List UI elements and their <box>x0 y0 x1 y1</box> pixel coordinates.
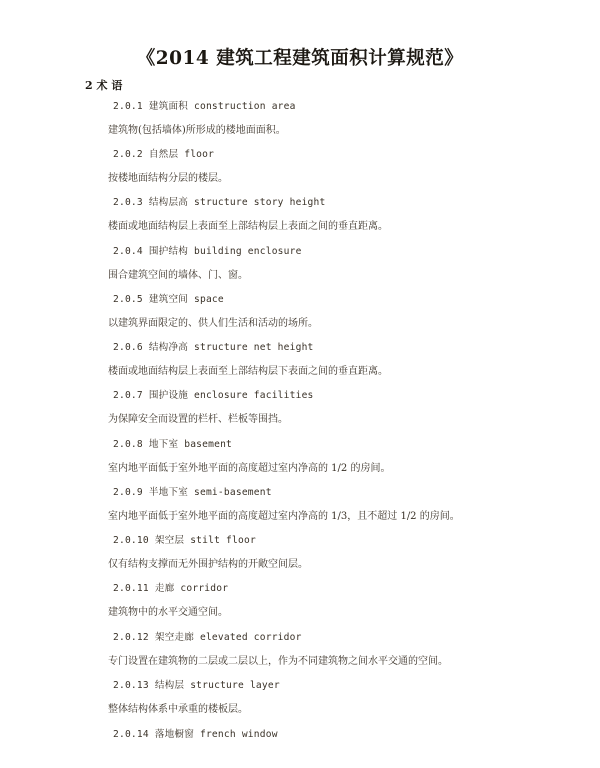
term-definition: 建筑物中的水平交通空间。 <box>108 607 228 618</box>
term-definition: 专门设置在建筑物的二层或二层以上，作为不同建筑物之间水平交通的空间。 <box>108 656 448 667</box>
term-header: 2.0.13 结构层 structure layer <box>113 680 280 691</box>
term-header: 2.0.1 建筑面积 construction area <box>113 101 296 112</box>
document-title: 《2014 建筑工程建筑面积计算规范》 <box>136 48 464 69</box>
term-definition: 建筑物(包括墙体)所形成的楼地面面积。 <box>108 125 286 136</box>
term-header: 2.0.12 架空走廊 elevated corridor <box>113 632 302 643</box>
term-definition: 楼面或地面结构层上表面至上部结构层上表面之间的垂直距离。 <box>108 221 388 232</box>
section-heading: 2 术 语 <box>85 79 123 92</box>
term-definition: 按楼地面结构分层的楼层。 <box>108 173 228 184</box>
term-header: 2.0.14 落地橱窗 french window <box>113 729 278 740</box>
term-header: 2.0.5 建筑空间 space <box>113 294 224 305</box>
term-header: 2.0.2 自然层 floor <box>113 149 215 160</box>
term-definition: 楼面或地面结构层上表面至上部结构层下表面之间的垂直距离。 <box>108 366 388 377</box>
term-header: 2.0.4 围护结构 building enclosure <box>113 246 302 257</box>
term-header: 2.0.6 结构净高 structure net height <box>113 342 314 353</box>
term-definition: 室内地平面低于室外地平面的高度超过室内净高的 1/2 的房间。 <box>108 463 391 474</box>
term-header: 2.0.10 架空层 stilt floor <box>113 535 256 546</box>
term-definition: 整体结构体系中承重的楼板层。 <box>108 704 248 715</box>
term-header: 2.0.7 围护设施 enclosure facilities <box>113 390 314 401</box>
term-definition: 室内地平面低于室外地平面的高度超过室内净高的 1/3，且不超过 1/2 的房间。 <box>108 511 460 522</box>
term-definition: 仅有结构支撑而无外围护结构的开敞空间层。 <box>108 559 308 570</box>
term-definition: 以建筑界面限定的、供人们生活和活动的场所。 <box>108 318 318 329</box>
term-header: 2.0.9 半地下室 semi-basement <box>113 487 272 498</box>
term-definition: 围合建筑空间的墙体、门、窗。 <box>108 270 248 281</box>
term-header: 2.0.8 地下室 basement <box>113 439 233 450</box>
term-definition: 为保障安全而设置的栏杆、栏板等围挡。 <box>108 414 288 425</box>
term-header: 2.0.3 结构层高 structure story height <box>113 197 326 208</box>
term-header: 2.0.11 走廊 corridor <box>113 583 229 594</box>
